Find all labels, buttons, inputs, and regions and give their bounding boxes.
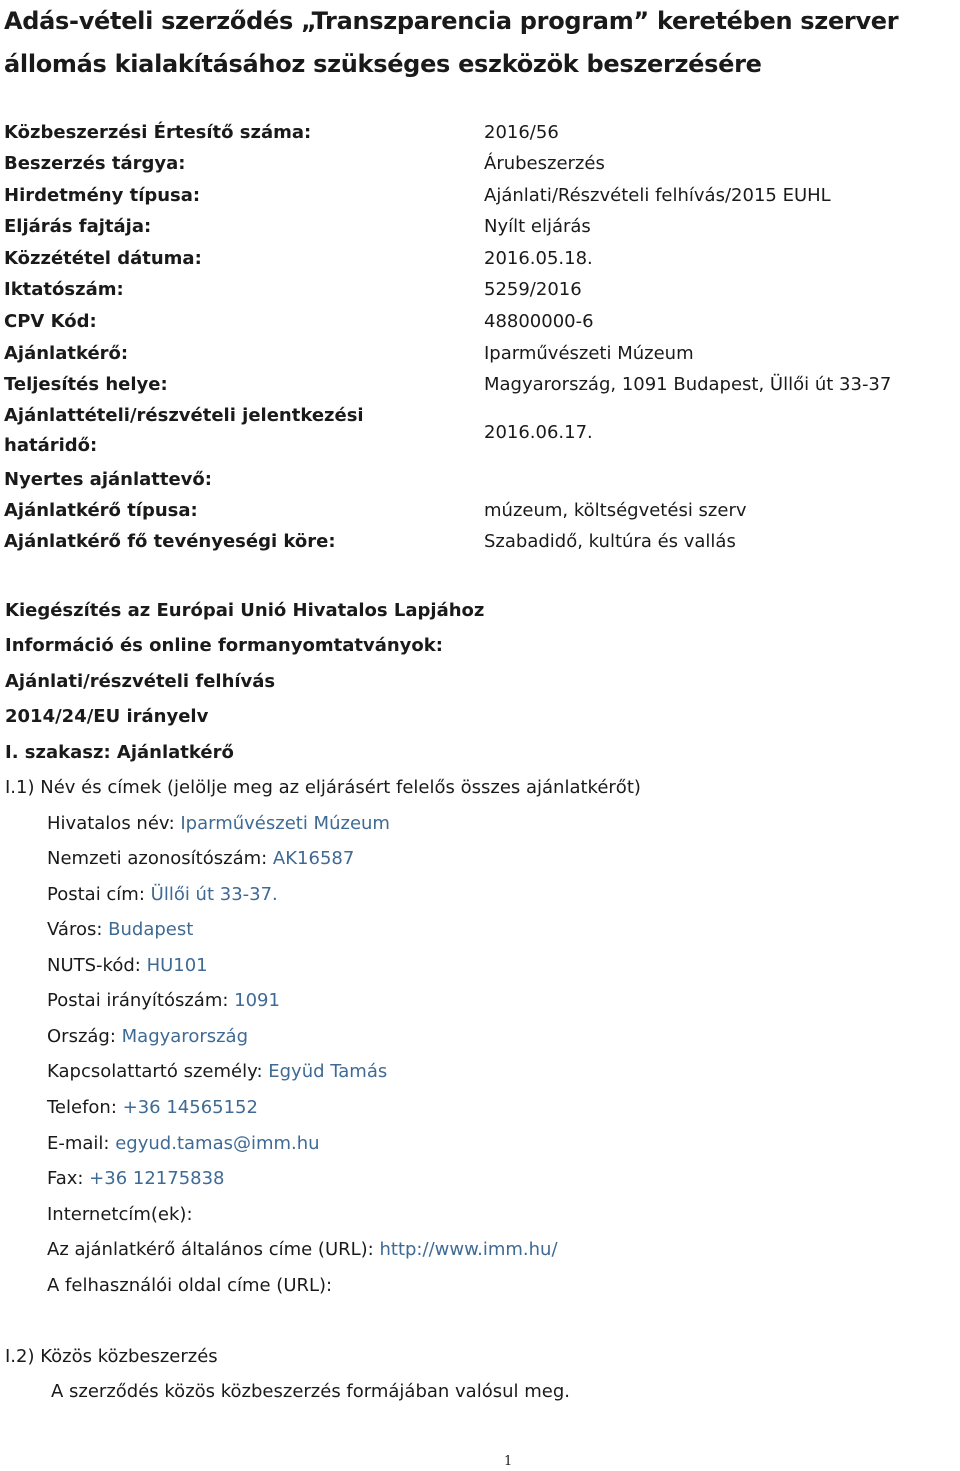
meta-value: Magyarország, 1091 Budapest, Üllői út 33-37 bbox=[484, 374, 892, 395]
meta-value: Ajánlati/Részvételi felhívás/2015 EUHL bbox=[484, 185, 831, 206]
field-value: +36 14565152 bbox=[122, 1097, 258, 1118]
heading-informacio: Információ és online formanyomtatványok: bbox=[5, 635, 443, 656]
field-label: Város: bbox=[47, 919, 109, 940]
meta-label: Iktatószám: bbox=[4, 279, 124, 300]
field-value: Iparművészeti Múzeum bbox=[180, 813, 390, 834]
field-label: A felhasználói oldal címe (URL): bbox=[47, 1275, 333, 1296]
field-value: Magyarország bbox=[121, 1026, 249, 1047]
field-label: Kapcsolattartó személy: bbox=[47, 1061, 269, 1082]
field-label: Nemzeti azonosítószám: bbox=[47, 848, 273, 869]
field-value: 1091 bbox=[234, 990, 280, 1011]
meta-label: Nyertes ajánlattevő: bbox=[4, 469, 212, 490]
meta-value: 2016.06.17. bbox=[484, 422, 593, 443]
meta-label: Közbeszerzési Értesítő száma: bbox=[4, 122, 312, 143]
field-url-altalanos bbox=[47, 1232, 558, 1267]
field-value: Budapest bbox=[108, 919, 194, 940]
meta-row-tipus bbox=[0, 495, 960, 526]
field-orszag bbox=[47, 1019, 248, 1054]
field-internetcim bbox=[47, 1197, 193, 1232]
meta-value: 48800000-6 bbox=[484, 311, 594, 332]
meta-row-hatarido bbox=[0, 401, 960, 463]
meta-label: Ajánlattételi/részvételi jelentkezési határidő: bbox=[4, 405, 364, 456]
section-1-2-heading: I.2) Közös közbeszerzés bbox=[5, 1346, 218, 1367]
meta-value: Szabadidő, kultúra és vallás bbox=[484, 531, 736, 552]
field-value: +36 12175838 bbox=[89, 1168, 225, 1189]
field-kapcsolattarto bbox=[47, 1054, 387, 1089]
field-email bbox=[47, 1126, 320, 1161]
field-varos bbox=[47, 912, 193, 947]
field-postai-cim bbox=[47, 877, 278, 912]
field-label: Telefon: bbox=[47, 1097, 123, 1118]
field-label: NUTS-kód: bbox=[47, 955, 147, 976]
meta-label: Közzététel dátuma: bbox=[4, 248, 202, 269]
website-link[interactable]: http://www.imm.hu/ bbox=[379, 1239, 558, 1260]
field-value: HU101 bbox=[146, 955, 208, 976]
heading-szakasz-1: I. szakasz: Ajánlatkérő bbox=[5, 742, 234, 763]
meta-row-targy bbox=[0, 148, 960, 179]
meta-row-eljaras bbox=[0, 211, 960, 242]
field-label: Fax: bbox=[47, 1168, 90, 1189]
field-iranyitoszam bbox=[47, 983, 280, 1018]
meta-value: Nyílt eljárás bbox=[484, 216, 591, 237]
meta-row-ajanlatkero bbox=[0, 338, 960, 369]
field-value: Üllői út 33-37. bbox=[150, 884, 278, 905]
meta-value: 2016.05.18. bbox=[484, 248, 593, 269]
section-1-1-heading: I.1) Név és címek (jelölje meg az eljárásért felelős összes ajánlatkérőt) bbox=[5, 777, 641, 798]
meta-value: Iparművészeti Múzeum bbox=[484, 343, 694, 364]
meta-label: Ajánlatkérő fő tevényeségi köre: bbox=[4, 531, 336, 552]
meta-value: 2016/56 bbox=[484, 122, 559, 143]
field-nuts bbox=[47, 948, 208, 983]
meta-label: Beszerzés tárgya: bbox=[4, 153, 186, 174]
section-1-2-text: A szerződés közös közbeszerzés formájában valósul meg. bbox=[51, 1381, 570, 1402]
meta-row-iktatoszam bbox=[0, 274, 960, 305]
field-label: Ország: bbox=[47, 1026, 122, 1047]
meta-row-tevekenyseg bbox=[0, 526, 960, 557]
email-link[interactable]: egyud.tamas@imm.hu bbox=[115, 1133, 320, 1154]
meta-row-kozzetetel bbox=[0, 243, 960, 274]
document-title: Adás-vételi szerződés „Transzparencia program” keretében szerver állomás kialakításához szükséges eszközök beszerzésére bbox=[4, 7, 899, 78]
field-label: Internetcím(ek): bbox=[47, 1204, 193, 1225]
field-hivatalos-nev bbox=[47, 806, 390, 841]
meta-label: CPV Kód: bbox=[4, 311, 97, 332]
meta-row-cpv bbox=[0, 306, 960, 337]
meta-row-nyertes bbox=[0, 464, 960, 495]
field-label: E-mail: bbox=[47, 1133, 116, 1154]
field-label: Postai cím: bbox=[47, 884, 151, 905]
field-value: AK16587 bbox=[272, 848, 355, 869]
field-value: Együd Tamás bbox=[268, 1061, 388, 1082]
meta-row-hirdetmeny bbox=[0, 180, 960, 211]
heading-kiegeszites: Kiegészítés az Európai Unió Hivatalos Lapjához bbox=[5, 600, 485, 621]
field-fax bbox=[47, 1161, 225, 1196]
meta-row-ertesito bbox=[0, 117, 960, 148]
page-number: 1 bbox=[504, 1454, 513, 1469]
meta-value: Árubeszerzés bbox=[484, 153, 605, 174]
field-azonosito bbox=[47, 841, 354, 876]
field-label: Postai irányítószám: bbox=[47, 990, 235, 1011]
meta-row-teljesites bbox=[0, 369, 960, 400]
meta-label: Teljesítés helye: bbox=[4, 374, 168, 395]
meta-label: Ajánlatkérő típusa: bbox=[4, 500, 198, 521]
heading-felhivas: Ajánlati/részvételi felhívás bbox=[5, 671, 276, 692]
field-label: Hivatalos név: bbox=[47, 813, 181, 834]
meta-value: 5259/2016 bbox=[484, 279, 582, 300]
meta-label: Eljárás fajtája: bbox=[4, 216, 152, 237]
meta-value: múzeum, költségvetési szerv bbox=[484, 500, 747, 521]
field-url-felhasznaloi bbox=[47, 1268, 332, 1303]
heading-iranyelv: 2014/24/EU irányelv bbox=[5, 706, 209, 727]
meta-label: Ajánlatkérő: bbox=[4, 343, 129, 364]
field-telefon bbox=[47, 1090, 258, 1125]
meta-label: Hirdetmény típusa: bbox=[4, 185, 201, 206]
field-label: Az ajánlatkérő általános címe (URL): bbox=[47, 1239, 380, 1260]
